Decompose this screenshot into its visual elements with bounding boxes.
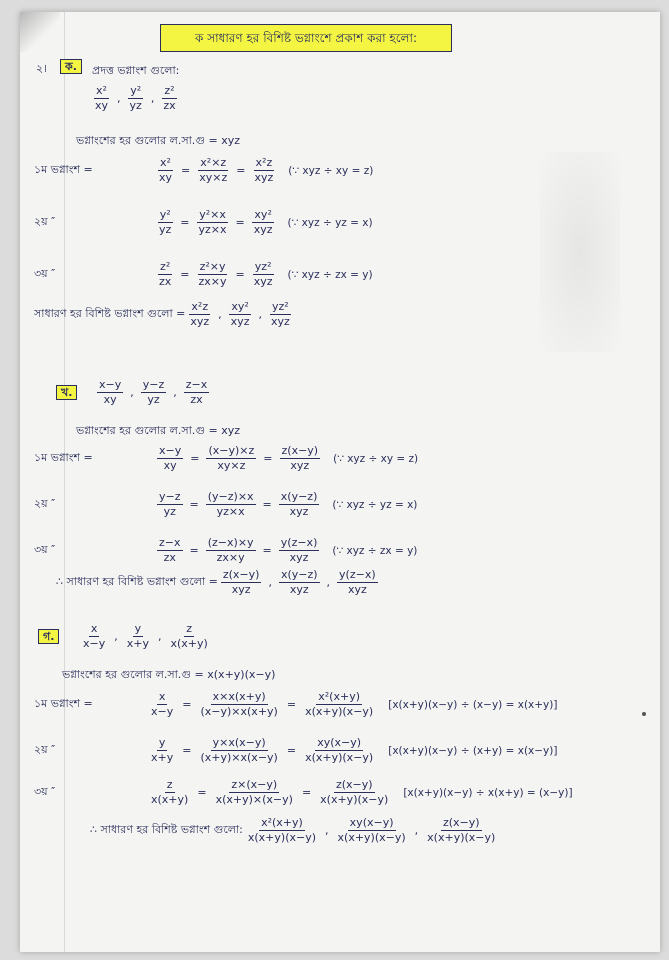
step-result-fraction-denominator: xyz [253, 223, 273, 236]
step-label: ৩য় ″ [34, 267, 56, 280]
step-expanded-fraction-denominator: zx×y [198, 275, 227, 288]
result-fraction-2-denominator: x(x+y)(x−y) [337, 831, 406, 844]
section-a-result-label: সাধারণ হর বিশিষ্ট ভগ্নাংশ গুলো = [34, 307, 186, 320]
step-expanded-fraction [206, 444, 256, 473]
section-b-result-fracs [218, 568, 381, 597]
step-expanded-fraction [198, 736, 279, 765]
step-expanded-fraction-denominator: (x−y)×x(x+y) [200, 705, 278, 718]
separator: , [325, 823, 329, 837]
step-label: ১ম ভগ্নাংশ = [34, 697, 93, 710]
step-note: [x(x+y)(x−y) ÷ x(x+y) = (x−y)] [403, 786, 573, 799]
step-result-fraction-numerator: x²z [255, 156, 273, 169]
result-fraction-2 [279, 568, 320, 597]
separator: , [114, 630, 118, 643]
step-fraction-denominator: xy [163, 459, 177, 472]
step-note: (∵ xyz ÷ zx = y) [287, 268, 373, 281]
result-fraction-3-denominator: x(x+y)(x−y) [427, 831, 496, 844]
step-expanded-fraction-denominator: yz×x [198, 223, 227, 236]
result-fraction-1-denominator: xyz [190, 315, 210, 328]
result-fraction-1-numerator: z(x−y) [222, 568, 260, 581]
separator: , [268, 575, 272, 589]
step-expanded-fraction [214, 778, 295, 807]
section-b-box: খ. [56, 385, 77, 400]
section-c-label [38, 628, 59, 647]
step-expanded-fraction-denominator: xy×z [217, 459, 246, 472]
folded-corner [20, 12, 60, 52]
step-result-fraction-denominator: xyz [254, 171, 274, 184]
section-b-step-row [34, 444, 418, 473]
step-result-fraction-numerator: xy² [254, 208, 272, 221]
given-fraction-2-numerator: y−z [142, 378, 165, 391]
given-fraction-1-denominator: x−y [83, 637, 106, 650]
given-fraction-3 [161, 84, 177, 113]
smudge [540, 152, 620, 352]
section-a-given-title: প্রদত্ত ভগ্নাংশ গুলো: [92, 64, 180, 77]
step-fraction [157, 260, 173, 289]
section-c-step-row [34, 778, 573, 807]
section-b-step-row [34, 536, 417, 565]
step-result-fraction [303, 736, 375, 765]
step-fraction-numerator: z−x [159, 536, 181, 549]
step-fraction-denominator: yz [163, 505, 176, 518]
given-fraction-3 [184, 378, 210, 407]
separator: = [197, 786, 207, 799]
step-result-fraction [279, 536, 320, 565]
step-expanded-fraction-denominator: zx×y [216, 551, 245, 564]
given-fraction-1-numerator: x [90, 622, 98, 635]
result-fraction-2 [229, 300, 252, 329]
result-fraction-1-numerator: x²z [191, 300, 209, 313]
step-expanded-fraction-denominator: xy×z [199, 171, 228, 184]
section-a-step-row [34, 208, 373, 237]
step-result-fraction-denominator: xyz [289, 551, 309, 564]
result-fraction-2 [336, 816, 408, 845]
step-result-fraction-numerator: x²(x+y) [318, 690, 361, 703]
header-box: ক সাধারণ হর বিশিষ্ট ভগ্নাংশে প্রকাশ করা হলো: [160, 24, 452, 52]
separator: , [218, 307, 222, 321]
separator: , [173, 386, 177, 399]
step-result-fraction-denominator: x(x+y)(x−y) [305, 751, 374, 764]
step-expanded-fraction [206, 536, 256, 565]
section-c-result-label: ∴ সাধারণ হর বিশিষ্ট ভগ্নাংশ গুলো: [90, 823, 243, 836]
step-expanded-fraction-denominator: x(x+y)×(x−y) [215, 793, 293, 806]
section-a-step-row [34, 156, 373, 185]
separator: = [301, 786, 312, 799]
step-result-fraction [252, 260, 275, 289]
section-a-given [90, 84, 181, 113]
step-expanded-fraction-numerator: y×x(x−y) [212, 736, 266, 749]
step-expanded-fraction-numerator: y²×x [199, 208, 226, 221]
separator: , [326, 575, 331, 589]
step-fraction [157, 536, 183, 565]
step-fraction-denominator: xy [159, 171, 173, 184]
separator: = [263, 452, 273, 465]
step-fraction-numerator: x [158, 690, 166, 703]
given-fraction-2-denominator: yz [147, 393, 160, 406]
section-c-result-fracs [243, 816, 500, 845]
separator: = [189, 544, 199, 557]
separator: , [258, 307, 262, 321]
given-fraction-2-denominator: yz [129, 99, 142, 112]
result-fraction-1 [221, 568, 262, 597]
section-b-given [94, 378, 212, 407]
given-fraction-2 [141, 378, 167, 407]
separator: = [189, 498, 199, 511]
given-fraction-3-numerator: z [186, 622, 193, 635]
step-result-fraction-denominator: x(x+y)(x−y) [305, 705, 374, 718]
given-fraction-2-numerator: y [134, 622, 142, 635]
step-note: [x(x+y)(x−y) ÷ (x−y) = x(x+y)] [388, 698, 558, 711]
step-fraction [157, 444, 183, 473]
separator: = [190, 452, 200, 465]
step-note: (∵ xyz ÷ yz = x) [332, 498, 418, 511]
step-fraction-numerator: y−z [159, 490, 181, 503]
step-result-fraction [280, 444, 321, 473]
section-c-lcm: ভগ্নাংশের হর গুলোর ল.সা.গু = x(x+y)(x−y) [62, 668, 276, 681]
result-fraction-2-numerator: xy² [231, 300, 249, 313]
step-result-fraction-numerator: x(y−z) [280, 490, 318, 503]
separator: = [262, 544, 272, 557]
section-b-result-label: ∴ সাধারণ হর বিশিষ্ট ভগ্নাংশ গুলো = [56, 575, 218, 588]
step-result-fraction-denominator: x(x+y)(x−y) [320, 793, 389, 806]
section-a-box: ক. [60, 59, 82, 74]
separator: = [180, 268, 190, 281]
given-fraction-3-denominator: x(x+y) [170, 637, 208, 650]
step-label: ২য় ″ [34, 743, 56, 756]
section-a-result [34, 300, 295, 329]
step-note: (∵ xyz ÷ zx = y) [332, 544, 418, 557]
section-a-lcm: ভগ্নাংশের হর গুলোর ল.সা.গু = xyz [76, 134, 241, 147]
given-fraction-1 [93, 84, 110, 113]
result-fraction-3-numerator: y(z−x) [339, 568, 376, 581]
result-fraction-2-denominator: xyz [230, 315, 250, 328]
section-c-step-row [34, 736, 557, 765]
result-fraction-3 [337, 568, 378, 597]
step-label: ৩য় ″ [34, 785, 56, 798]
step-expanded-fraction [197, 260, 229, 289]
section-b-result [56, 568, 381, 597]
step-fraction-denominator: x−y [151, 705, 174, 718]
step-expanded-fraction-numerator: (z−x)×y [207, 536, 254, 549]
step-note: (∵ xyz ÷ yz = x) [287, 216, 373, 229]
result-fraction-3 [269, 300, 292, 329]
step-result-fraction-denominator: xyz [253, 275, 273, 288]
step-fraction-denominator: zx [163, 551, 176, 564]
result-fraction-2-numerator: xy(x−y) [349, 816, 394, 829]
section-a-label [60, 58, 82, 77]
step-result-fraction [252, 156, 275, 185]
result-fraction-1-denominator: x(x+y)(x−y) [247, 831, 317, 844]
result-fraction-3-numerator: yz² [272, 300, 289, 313]
step-fraction [157, 156, 174, 185]
section-c-given [78, 622, 213, 651]
given-fraction-2-numerator: y² [130, 84, 142, 97]
step-fraction-numerator: y [158, 736, 166, 749]
given-fraction-2 [128, 84, 144, 113]
result-fraction-1-denominator: xyz [231, 583, 251, 596]
result-fraction-1-numerator: x²(x+y) [261, 816, 303, 829]
given-fraction-1-denominator: xy [95, 99, 109, 112]
step-expanded-fraction-numerator: x²×z [200, 156, 227, 169]
separator: = [235, 216, 245, 229]
step-fraction-denominator: zx [159, 275, 172, 288]
section-c-box: গ. [38, 629, 59, 644]
step-expanded-fraction-numerator: (x−y)×z [208, 444, 255, 457]
given-fraction-3-denominator: zx [190, 393, 203, 406]
step-result-fraction-numerator: y(z−x) [280, 536, 318, 549]
step-result-fraction-numerator: xy(x−y) [317, 736, 362, 749]
step-note: (∵ xyz ÷ xy = z) [288, 164, 374, 177]
step-fraction [149, 736, 175, 765]
step-note: (∵ xyz ÷ xy = z) [333, 452, 419, 465]
separator: = [286, 698, 297, 711]
step-result-fraction [318, 778, 390, 807]
step-expanded-fraction [197, 156, 229, 185]
result-fraction-2-numerator: x(y−z) [280, 568, 318, 581]
section-a-result-fracs [185, 300, 294, 329]
separator: = [180, 216, 190, 229]
step-fraction-numerator: z² [160, 260, 171, 273]
margin-line [64, 12, 65, 952]
step-fraction [157, 490, 183, 519]
given-fraction-1 [97, 378, 123, 407]
section-c-step-row [34, 690, 557, 719]
step-fraction-numerator: y² [159, 208, 171, 221]
step-result-fraction [303, 690, 375, 719]
step-fraction [149, 778, 190, 807]
step-label: ২য় ″ [34, 215, 56, 228]
given-fraction-3-denominator: zx [163, 99, 176, 112]
separator: = [236, 164, 246, 177]
result-fraction-3-denominator: xyz [347, 583, 367, 596]
step-expanded-fraction-denominator: yz×x [216, 505, 245, 518]
step-fraction-denominator: x(x+y) [151, 793, 189, 806]
step-label: ১ম ভগ্নাংশ = [34, 451, 93, 464]
step-result-fraction-denominator: xyz [289, 505, 309, 518]
result-fraction-3-numerator: z(x−y) [442, 816, 480, 829]
result-fraction-1 [246, 816, 318, 845]
step-expanded-fraction-numerator: (y−z)×x [207, 490, 254, 503]
given-fraction-1-numerator: x² [96, 84, 107, 97]
step-fraction-numerator: x² [160, 156, 171, 169]
step-result-fraction [252, 208, 275, 237]
step-expanded-fraction-numerator: x×x(x+y) [212, 690, 266, 703]
ink-dot [642, 712, 646, 716]
step-result-fraction-numerator: z(x−y) [335, 778, 373, 791]
step-fraction-numerator: x−y [159, 444, 182, 457]
section-b-label [56, 384, 77, 403]
step-result-fraction-denominator: xyz [290, 459, 310, 472]
step-label: ৩য় ″ [34, 543, 56, 556]
step-expanded-fraction [197, 208, 229, 237]
separator: = [181, 164, 191, 177]
given-fraction-3-numerator: z² [164, 84, 175, 97]
given-fraction-1-numerator: x−y [99, 378, 122, 391]
result-fraction-2-denominator: xyz [289, 583, 309, 596]
separator: , [414, 823, 419, 837]
step-fraction-numerator: z [166, 778, 173, 791]
step-result-fraction [279, 490, 320, 519]
section-b-lcm: ভগ্নাংশের হর গুলোর ল.সা.গু = xyz [76, 424, 241, 437]
separator: , [130, 386, 134, 399]
result-fraction-1 [188, 300, 211, 329]
given-fraction-2 [125, 622, 151, 651]
separator: = [262, 498, 272, 511]
given-fraction-3-numerator: z−x [185, 378, 208, 391]
step-expanded-fraction [206, 490, 256, 519]
separator: = [182, 698, 192, 711]
step-result-fraction-numerator: z(x−y) [281, 444, 319, 457]
step-fraction-denominator: x+y [151, 751, 174, 764]
step-expanded-fraction-numerator: z²×y [199, 260, 226, 273]
separator: = [182, 744, 192, 757]
result-fraction-3 [425, 816, 497, 845]
section-b-step-row [34, 490, 417, 519]
given-fraction-2-denominator: x+y [126, 637, 149, 650]
separator: , [150, 92, 155, 105]
step-fraction [157, 208, 173, 237]
step-label: ১ম ভগ্নাংশ = [34, 163, 93, 176]
question-number: ২। [36, 62, 48, 75]
result-fraction-3-denominator: xyz [270, 315, 290, 328]
given-fraction-1 [81, 622, 107, 651]
notebook-page [20, 12, 660, 952]
section-a-step-row [34, 260, 373, 289]
step-result-fraction-numerator: yz² [254, 260, 272, 273]
section-c-result [90, 816, 500, 845]
step-expanded-fraction-denominator: (x+y)×x(x−y) [200, 751, 278, 764]
step-expanded-fraction-numerator: z×(x−y) [231, 778, 278, 791]
separator: = [286, 744, 297, 757]
given-fraction-1-denominator: xy [103, 393, 117, 406]
step-note: [x(x+y)(x−y) ÷ (x+y) = x(x−y)] [388, 744, 558, 757]
separator: , [158, 630, 162, 643]
separator: = [235, 268, 245, 281]
step-label: ২য় ″ [34, 497, 56, 510]
given-fraction-3 [169, 622, 210, 651]
separator: , [117, 92, 121, 105]
step-fraction-denominator: yz [159, 223, 172, 236]
step-expanded-fraction [198, 690, 279, 719]
step-fraction [149, 690, 175, 719]
